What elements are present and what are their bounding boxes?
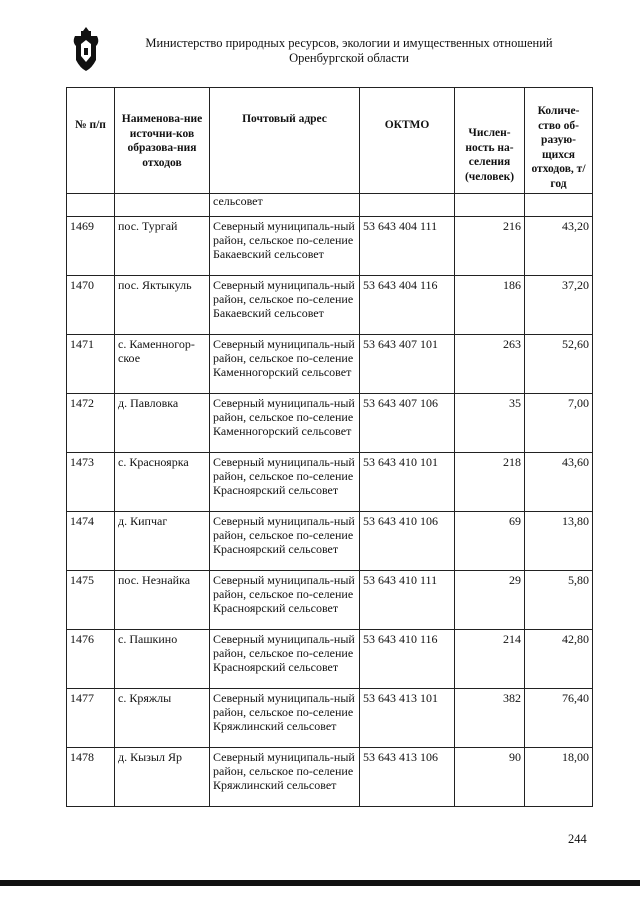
waste-amount: 52,60	[525, 335, 593, 394]
col-header-waste-amount: Количе-ство об-разую-щихся отходов, т/год	[525, 88, 593, 194]
oktmo-code: 53 643 407 101	[360, 335, 455, 394]
table-row	[67, 453, 593, 512]
row-number: 1478	[67, 748, 115, 807]
population: 214	[455, 630, 525, 689]
row-number: 1470	[67, 276, 115, 335]
row-number: 1472	[67, 394, 115, 453]
table-row	[67, 630, 593, 689]
population: 382	[455, 689, 525, 748]
oktmo-code: 53 643 410 101	[360, 453, 455, 512]
table-row	[67, 689, 593, 748]
waste-amount: 18,00	[525, 748, 593, 807]
row-number: 1476	[67, 630, 115, 689]
postal-address: Северный муниципаль-ный район, сельское по-селение Бакаевский сельсовет	[210, 276, 360, 335]
population: 263	[455, 335, 525, 394]
postal-address: Северный муниципаль-ный район, сельское по-селение Кряжлинский сельсовет	[210, 748, 360, 807]
table-row	[67, 276, 593, 335]
population: 29	[455, 571, 525, 630]
row-number: 1473	[67, 453, 115, 512]
table-row	[67, 217, 593, 276]
row-number: 1474	[67, 512, 115, 571]
source-name: пос. Яктыкуль	[115, 276, 210, 335]
source-name: с. Каменногор-ское	[115, 335, 210, 394]
table-row	[67, 748, 593, 807]
oktmo-code: 53 643 404 116	[360, 276, 455, 335]
source-name: с. Красноярка	[115, 453, 210, 512]
page-number: 244	[568, 832, 587, 846]
waste-amount: 37,20	[525, 276, 593, 335]
row-number: 1471	[67, 335, 115, 394]
waste-amount: 5,80	[525, 571, 593, 630]
col-header-oktmo: ОКТМО	[360, 88, 455, 194]
waste-amount: 7,00	[525, 394, 593, 453]
source-name: с. Пашкино	[115, 630, 210, 689]
population: 90	[455, 748, 525, 807]
bottom-rule	[0, 880, 640, 886]
postal-address: Северный муниципаль-ный район, сельское по-селение Бакаевский сельсовет	[210, 217, 360, 276]
waste-amount: 13,80	[525, 512, 593, 571]
row-number: 1475	[67, 571, 115, 630]
row-number: 1469	[67, 217, 115, 276]
oktmo-code: 53 643 410 106	[360, 512, 455, 571]
oktmo-code: 53 643 413 101	[360, 689, 455, 748]
continuation-address: сельсовет	[210, 194, 360, 217]
oktmo-code: 53 643 410 116	[360, 630, 455, 689]
source-name: д. Павловка	[115, 394, 210, 453]
postal-address: Северный муниципаль-ный район, сельское по-селение Каменногорский сельсовет	[210, 335, 360, 394]
oktmo-code: 53 643 410 111	[360, 571, 455, 630]
waste-amount: 43,60	[525, 453, 593, 512]
header-line-2: Оренбургской области	[289, 51, 409, 65]
postal-address: Северный муниципаль-ный район, сельское по-селение Каменногорский сельсовет	[210, 394, 360, 453]
table-row	[67, 571, 593, 630]
table-row	[67, 335, 593, 394]
source-name: пос. Незнайка	[115, 571, 210, 630]
waste-amount: 43,20	[525, 217, 593, 276]
source-name: пос. Тургай	[115, 217, 210, 276]
header-line-1: Министерство природных ресурсов, экологии и имущественных отношений	[145, 36, 553, 50]
waste-amount: 42,80	[525, 630, 593, 689]
postal-address: Северный муниципаль-ный район, сельское по-селение Красноярский сельсовет	[210, 630, 360, 689]
population: 35	[455, 394, 525, 453]
postal-address: Северный муниципаль-ный район, сельское по-селение Красноярский сельсовет	[210, 453, 360, 512]
source-name: д. Кызыл Яр	[115, 748, 210, 807]
population: 69	[455, 512, 525, 571]
col-header-number: № п/п	[67, 88, 115, 194]
waste-sources-table	[66, 87, 593, 807]
table-row-continuation	[67, 194, 593, 217]
ministry-header	[120, 36, 578, 66]
col-header-address: Почтовый адрес	[210, 88, 360, 194]
postal-address: Северный муниципаль-ный район, сельское по-селение Красноярский сельсовет	[210, 571, 360, 630]
population: 216	[455, 217, 525, 276]
table-row	[67, 512, 593, 571]
coat-of-arms-icon	[72, 26, 100, 72]
source-name: с. Кряжлы	[115, 689, 210, 748]
col-header-population: Числен-ность на-селения (человек)	[455, 88, 525, 194]
source-name: д. Кипчаг	[115, 512, 210, 571]
table-row	[67, 394, 593, 453]
row-number: 1477	[67, 689, 115, 748]
population: 186	[455, 276, 525, 335]
oktmo-code: 53 643 413 106	[360, 748, 455, 807]
postal-address: Северный муниципаль-ный район, сельское по-селение Красноярский сельсовет	[210, 512, 360, 571]
waste-amount: 76,40	[525, 689, 593, 748]
oktmo-code: 53 643 404 111	[360, 217, 455, 276]
oktmo-code: 53 643 407 106	[360, 394, 455, 453]
col-header-name: Наименова-ние источни-ков образова-ния отходов	[115, 88, 210, 194]
population: 218	[455, 453, 525, 512]
postal-address: Северный муниципаль-ный район, сельское по-селение Кряжлинский сельсовет	[210, 689, 360, 748]
